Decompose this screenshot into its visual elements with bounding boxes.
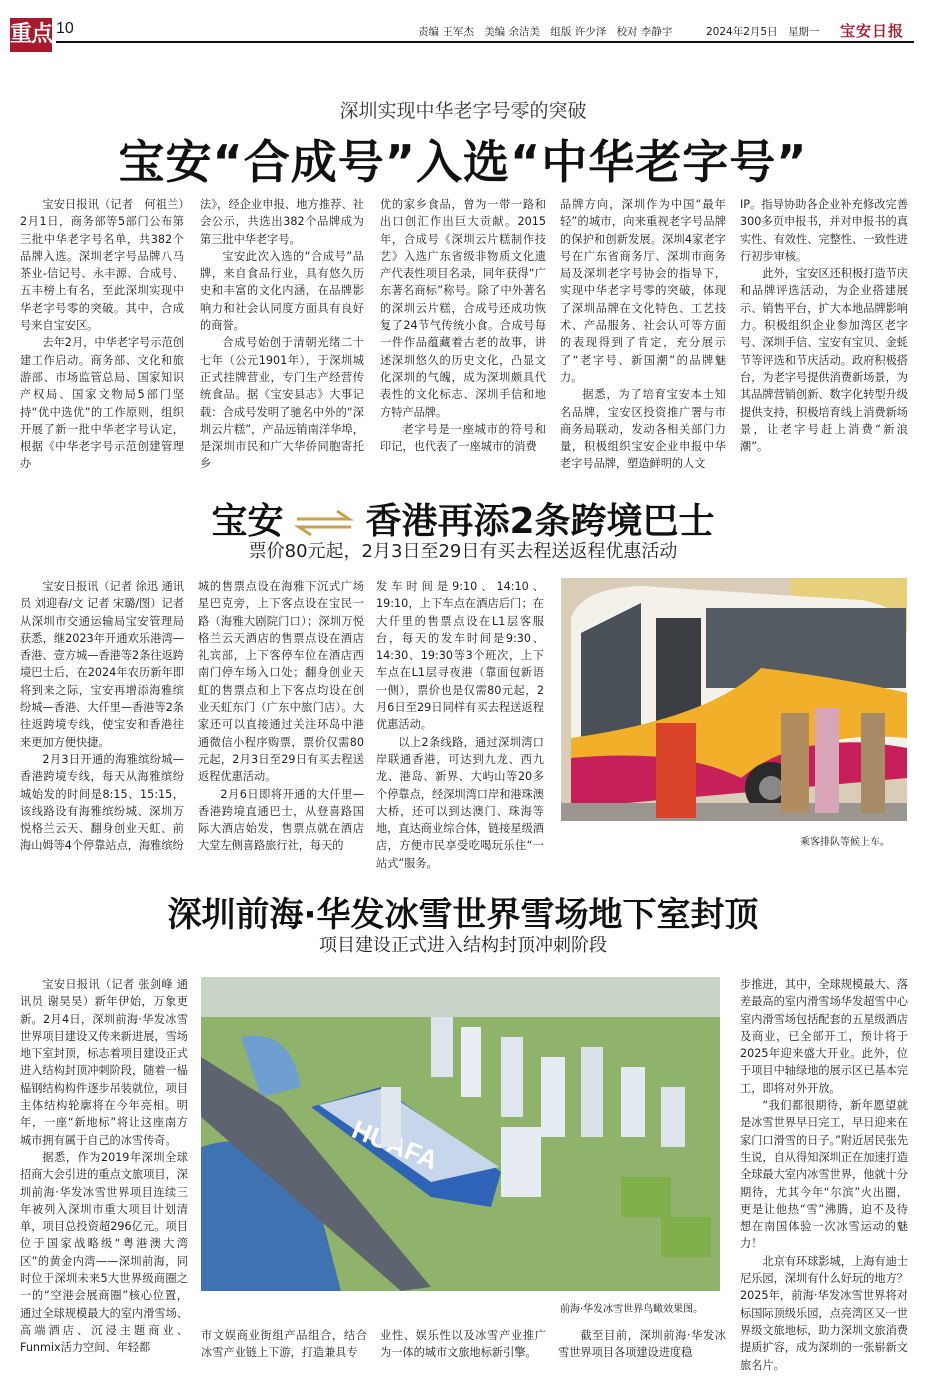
credit-proofreader: 校对 李静宇 xyxy=(616,26,673,38)
section-tag: 重点 xyxy=(10,18,52,52)
paragraph: 去年2月，中华老字号示范创建工作启动。商务部、文化和旅游部、市场监管总局、国家知识产权局、国家文物局5部门坚持“优中选优”的工作原则，组织开展了新一批中华老字号认定，根据《中华老字号示范创建管理办 xyxy=(20,336,184,471)
article1-column-1 xyxy=(20,196,184,473)
bidirectional-arrows-icon xyxy=(293,505,355,533)
paragraph: 品牌方向，深圳作为中国“最年轻”的城市，向来重视老字号品牌的保护和创新发展。深圳4家老字号在广东省商务厅、深圳市商务局及深圳老字号协会的指导下，实现中华老字号零的突破，体现了深圳品牌在文化特色、工艺技术、产品服务、社会认可等方面的表现得到了肯定，充分展示了“老字号、新国潮”的品牌魅力。 xyxy=(560,198,726,384)
paragraph: 2月3日开通的海雅缤纷城—香港跨境专线，每天从海雅缤纷城始发的时间是8:15、15:15，该线路设有海雅缤纷城、深圳万悦格兰云天、翻身创业天虹、前海山姆等4个停靠站点，海雅缤纷 xyxy=(20,752,184,853)
article2-subhead: 票价80元起，2月3日至29日有买去程送返程优惠活动 xyxy=(248,541,678,562)
paragraph: 合成号始创于清朝光绪二十七年（公元1901年），于深圳城正式挂牌营业，专门生产经营传统食品。据《宝安县志》大事记载：合成号发明了驰名中外的“深圳云片糕”，产品远销南洋华埠，是深圳市民和广大华侨同胞寄托乡 xyxy=(200,336,364,471)
paragraph: 据悉，作为2019年深圳全球招商大会引进的重点文旅项目，深圳前海·华发冰雪世界项目连续三年被列入深圳市重大项目计划清单，项目总投资超296亿元。项目位于国家战略级“粤港澳大湾区”的黄金内湾——深圳前海，同时位于深圳未来5大世界级商圈之一的“空港会展商圈”核心位置，通过全球规模最大的室内滑雪场、高端酒店、沉浸主题商业、Funmix活力空间、年轻都 xyxy=(20,1150,188,1355)
headline-left: 宝安 xyxy=(211,501,284,542)
page-number: 10 xyxy=(56,20,74,37)
paragraph: 优的家乡食品，曾为一带一路和出口创汇作出巨大贡献。2015年，合成号《深圳云片糕制作技艺》入选广东省级非物质文化遗产代表性项目名录，同年获得“广东著名商标”称号。除了中外著名的深圳云片糕，合成号还成功恢复了24节气传统小食。合成号每一件作品蕴藏着古老的故事，讲述深圳悠久的历史文化，凸显文化深圳的气魄，成为深圳颇具代表性的文化标志、深圳手信和地方特产品牌。 xyxy=(380,198,546,419)
paragraph: 城的售票点设在海雅下沉式广场星巴克旁，上下客点设在宝民一路（海雅大剧院门口）；深圳万悦格兰云天酒店的售票点设在酒店礼宾部，上下客停车位在酒店西南门停车场入口处；翻身创业天虹的售票点和上下客点均设在创业天虹东门（广东中旅门店）。大家还可以直接通过关注环岛中港通微信小程序购票，票价仅需80元起，2月3日至29日有买去程送返程优惠活动。 xyxy=(198,580,364,784)
newspaper-logo: 宝安日报 xyxy=(840,22,905,40)
article1-column-5 xyxy=(740,196,908,455)
paragraph: 宝安日报讯（记者 徐迅 通讯员 刘迎春/文 记者 宋璐/图）记者从深圳市交通运输局宝安管理局获悉，继2023年开通欢乐港湾—香港、壹方城—香港等2条往返跨境巴士后，在2024年农历新年即将到来之际，宝安再增添海雅缤纷城—香港、大仟里—香港等2条往返跨境专线，使宝安和香港往来更加方便快捷。 xyxy=(20,580,184,749)
article3-column-2 xyxy=(201,1327,367,1362)
article2-column-1 xyxy=(20,578,184,855)
credit-layout: 组版 许少泽 xyxy=(550,26,607,38)
paragraph: 市文娱商业街组产品组合，结合冰雪产业链上下游，打造兼具专 xyxy=(201,1329,367,1360)
paragraph: 宝安此次入选的“合成号”品牌，来自食品行业，具有悠久历史和丰富的文化内涵，在品牌影响力和社会认同度方面具有良好的商誉。 xyxy=(200,249,364,333)
article1-column-2 xyxy=(200,196,364,473)
paragraph: 宝安日报讯（记者 何祖兰）2月1日，商务部等5部门公布第三批中华老字号名单，共382个品牌入选。深圳老字号品牌八马茶业-信记号、永丰源、合成号、五丰榜上有名，至此深圳实现中华老字号零的突破。其中，合成号来自宝安区。 xyxy=(20,198,184,333)
paragraph: 业性、娱乐性以及冰雪产业推广为一体的城市文旅地标新引擎。 xyxy=(380,1329,546,1360)
masthead-divider xyxy=(56,41,914,43)
issue-date xyxy=(706,24,826,39)
article1-column-3 xyxy=(380,196,546,455)
page-masthead xyxy=(0,0,926,52)
rendering-caption: 前海·华发冰雪世界鸟瞰效果图。 xyxy=(560,1304,704,1315)
bus-photo xyxy=(561,578,907,821)
paragraph: 发车时间是9:10、14:10、19:10，上下车点在酒店后门；在大仟里的售票点设在L1层客服台，每天的发车时间是9:30、14:30、19:30等3个班次，上下车点在L1层寻夜港（靠面包新语一侧），票价也是仅需80元起，2月6日至29日同样有买去程送返程优惠活动。 xyxy=(376,580,544,732)
paragraph: “我们都很期待，新年愿望就是冰雪世界早日完工，早日迎来在家门口滑雪的日子。”附近居民张先生说，自从得知深圳正在加速打造全球最大室内冰雪世界，他就十分期待，尤其今年“尔滨”火出圈，更是让他热“雪”沸腾，迫不及待想在南国体验一次冰雪运动的魅力！ xyxy=(740,1099,909,1251)
paragraph: 截至目前，深圳前海·华发冰雪世界项目各项建设进度稳 xyxy=(558,1329,726,1360)
paragraph: 以上2条线路，通过深圳湾口岸联通香港，可达到九龙、西九龙、港岛、新界、大屿山等20多个停靠点，经深圳湾口岸和港珠澳大桥，还可以到达澳门、珠海等地，直达商业综合体，链接星级酒店，方便市民享受吃喝玩乐住“一站式”服务。 xyxy=(376,735,544,870)
article3-column-1 xyxy=(20,976,188,1357)
article1-headline: 宝安“合成号”入选“中华老字号” xyxy=(118,135,808,189)
paragraph: 北京有环球影城，上海有迪士尼乐园，深圳有什么好玩的地方？2025年，前海·华发冰雪世界将对标国际顶级乐园，点亮湾区又一世界级文旅地标，助力深圳文旅消费提质扩容，成为深圳的一张崭新文旅名片。 xyxy=(740,1254,908,1372)
paragraph: 老字号是一座城市的符号和印记，也代表了一座城市的消费 xyxy=(380,422,546,454)
paragraph: 2月6日即将开通的大仟里—香港跨境直通巴士，从登喜路国际大酒店始发，售票点就在酒店大堂左侧喜路旅行社，每天的 xyxy=(198,787,364,853)
credit-editor: 责编 王军杰 xyxy=(418,26,474,38)
article3-column-5 xyxy=(740,976,908,1374)
bus-photo-caption: 乘客排队等候上车。 xyxy=(800,837,890,848)
article3-subhead: 项目建设正式进入结构封顶冲刺阶段 xyxy=(319,935,607,956)
aerial-rendering-photo xyxy=(201,977,720,1291)
paragraph: 步推进，其中，全球规模最大、落差最高的室内滑雪场华发超雪中心室内滑雪场包括配套的五星级酒店及商业，已全部开工，预计将于2025年迎来盛大开业。此外，位于项目中轴绿地的展示区已基本完工，即将对外开放。 xyxy=(740,978,908,1095)
editor-credits xyxy=(418,24,679,39)
paragraph: 法》，经企业申报、地方推荐、社会公示，共选出382个品牌成为第三批中华老字号。 xyxy=(200,198,364,246)
paragraph: IP。指导协助各企业补充修改完善300多页申报书，并对申报书的真实性、有效性、完整性、一致性进行初步审核。 xyxy=(740,198,908,263)
credit-designer: 美编 余洁美 xyxy=(484,26,541,38)
article2-column-2 xyxy=(198,578,364,855)
headline-right: 香港再添2条跨境巴士 xyxy=(365,501,715,542)
article3-column-4 xyxy=(558,1327,726,1362)
article3-headline: 深圳前海·华发冰雪世界雪场地下室封顶 xyxy=(167,895,759,935)
weekday-text: 星期一 xyxy=(787,26,820,38)
article2-column-3 xyxy=(376,578,544,872)
paragraph: 据悉，为了培育宝安本土知名品牌，宝安区投资推广署与市商务局联动，发动各相关部门力量，积极组织宝安企业申报中华老字号品牌，塑造鲜明的人文 xyxy=(560,388,726,471)
paragraph: 此外，宝安区还积极打造节庆和品牌评选活动，为企业搭建展示、销售平台，扩大本地品牌影响力。积极组织企业参加湾区老字号、深圳手信、宝安有宝贝、金蚝节等评选和节庆活动。政府积极搭台，为老字号提供消费新场景，为其品牌营销创新、数字化转型升级提供支持，积极培育线上消费新场景，让老字号赶上消费“新浪潮”。 xyxy=(740,267,908,454)
date-text: 2024年2月5日 xyxy=(706,26,778,38)
article1-kicker: 深圳实现中华老字号零的突破 xyxy=(339,100,587,122)
article1-column-4 xyxy=(560,196,726,473)
paragraph: 宝安日报讯（记者 张剑峰 通讯员 谢昊昊）新年伊始，万象更新。2月4日，深圳前海·华发冰雪世界项目建设又传来新进展，雪场地下室封顶，标志着项目建设正式进入结构封顶冲刺阶段，随着一榀榀钢结构构件逐步吊装就位，项目主体结构轮廓将在今年亮相。明年，一座“新地标”将让这座南方城市拥有属于自己的冰雪传奇。 xyxy=(20,978,188,1147)
article3-column-3 xyxy=(380,1327,546,1362)
